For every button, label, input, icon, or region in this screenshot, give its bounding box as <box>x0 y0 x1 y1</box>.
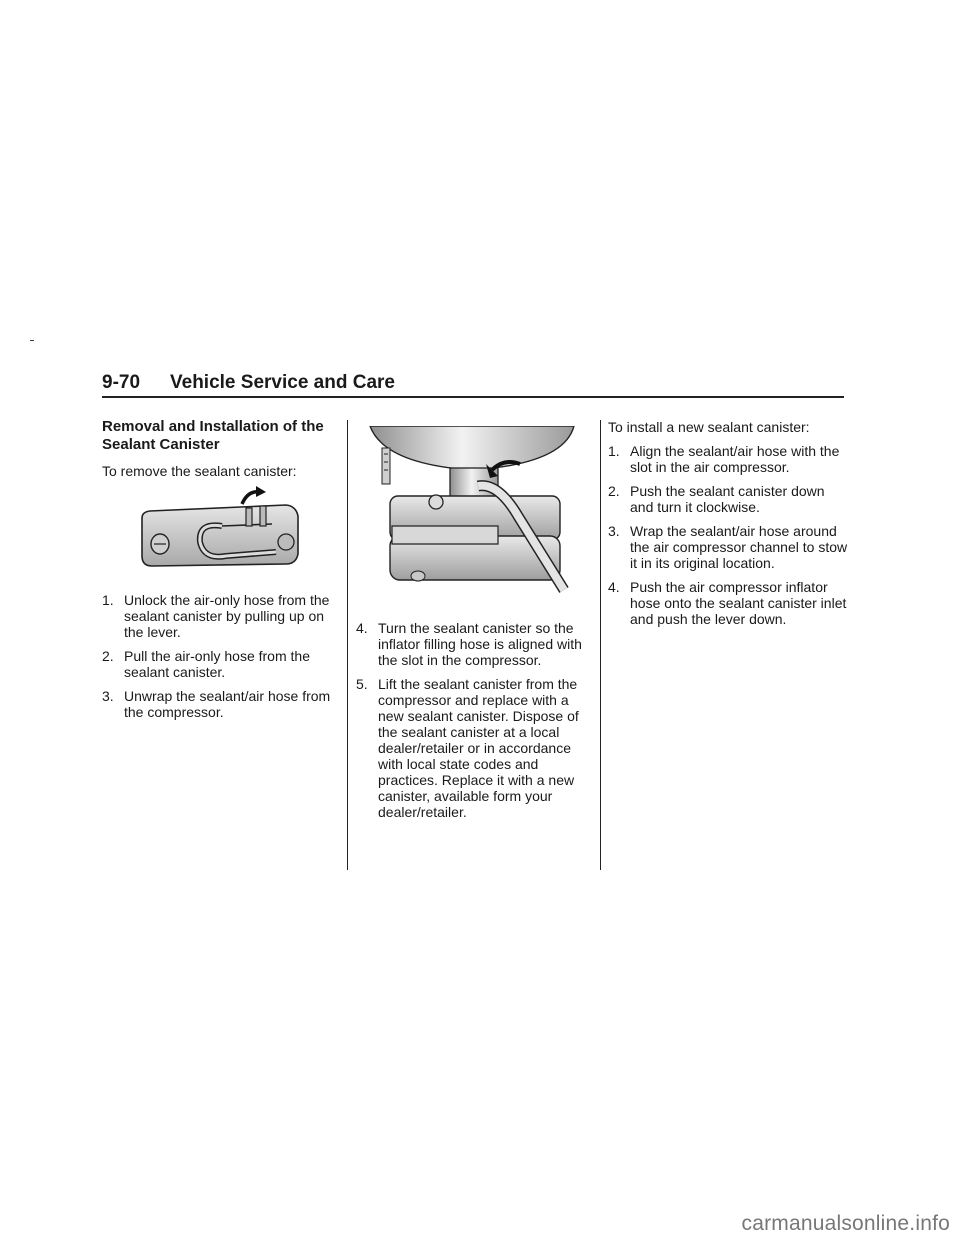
column-3 <box>608 419 848 635</box>
column-divider-left <box>347 420 348 870</box>
step-item: 1. Unlock the air-only hose from the sealant canister by pulling up on the lever. <box>102 592 342 640</box>
page-header <box>102 372 844 398</box>
step-item: 4. Turn the sealant canister so the inflator filling hose is aligned with the slot in the compressor. <box>356 620 594 668</box>
step-item: 2. Push the sealant canister down and turn it clockwise. <box>608 483 848 515</box>
compressor-illustration <box>368 426 576 596</box>
procedure-title: Removal and Installation of the Sealant Canister <box>102 418 324 453</box>
step-text: Pull the air-only hose from the sealant canister. <box>124 648 310 680</box>
step-text: Unwrap the sealant/air hose from the compressor. <box>124 688 331 720</box>
step-item: 3. Unwrap the sealant/air hose from the compressor. <box>102 688 342 720</box>
page-tick-mark <box>30 340 34 341</box>
step-item: 4. Push the air compressor inflator hose onto the sealant canister inlet and push the lever down. <box>608 579 847 627</box>
step-item: 3. Wrap the sealant/air hose around the air compressor channel to stow it in its original location. <box>608 523 848 571</box>
step-text: Turn the sealant canister so the inflator filling hose is aligned with the slot in the compressor. <box>378 620 582 668</box>
step-text: Unlock the air-only hose from the sealant canister by pulling up on the lever. <box>124 592 330 640</box>
step-item: 5. Lift the sealant canister from the compressor and replace with a new sealant canister. Dispose of the sealant canister at a local dealer/retailer or in accordance with local state codes and practices. Replace it with a new canister, available form your dealer/retailer. <box>356 676 594 820</box>
step-text: Push the air compressor inflator hose onto the sealant canister inlet and push the lever down. <box>630 579 847 627</box>
step-text: Push the sealant canister down and turn it clockwise. <box>630 483 825 515</box>
removal-steps <box>102 592 342 728</box>
section-title: Vehicle Service and Care <box>170 372 395 393</box>
install-intro: To install a new sealant canister: <box>608 419 810 435</box>
page-number: 9-70 <box>102 372 141 393</box>
step-item: 1. Align the sealant/air hose with the slot in the air compressor. <box>608 443 848 475</box>
step-text: Wrap the sealant/air hose around the air compressor channel to stow it in its original location. <box>630 523 848 571</box>
column-divider-right <box>600 420 601 870</box>
step-text: Lift the sealant canister from the compressor and replace with a new sealant canister. Dispose of the sealant canister at a local dealer/retailer or in accordance with local state codes and practices. Replace it with a new canister, available form your dealer/retailer. <box>378 676 579 820</box>
header-rule <box>102 396 844 398</box>
watermark-link[interactable]: carmanualsonline.info <box>741 1212 950 1235</box>
lever-illustration <box>136 486 306 572</box>
column-1 <box>102 418 342 487</box>
step-item: 2. Pull the air-only hose from the sealant canister. <box>102 648 342 680</box>
column-2 <box>356 620 594 828</box>
step-text: Align the sealant/air hose with the slot in the air compressor. <box>630 443 840 475</box>
removal-intro: To remove the sealant canister: <box>102 463 297 479</box>
